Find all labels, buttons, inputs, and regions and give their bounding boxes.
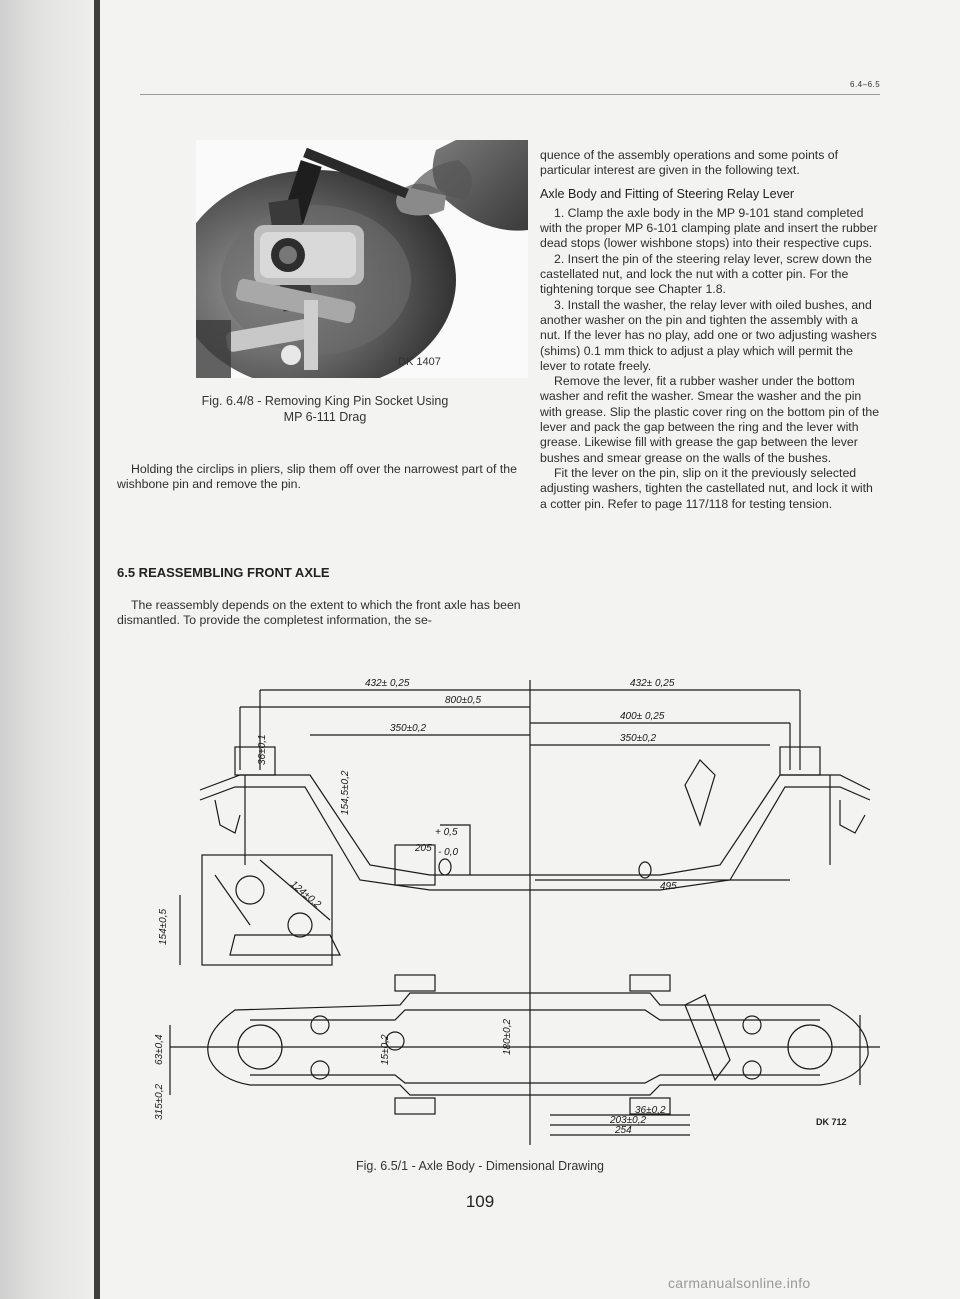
dim-36-bottom: 36±0,2: [635, 1105, 666, 1116]
section-title: 6.5 REASSEMBLING FRONT AXLE: [117, 565, 330, 580]
page-number: 109: [465, 1192, 495, 1211]
dim-205-tol-down: - 0,0: [438, 847, 459, 858]
dim-205-tol-up: + 0,5: [435, 827, 458, 838]
right-column: [540, 148, 880, 512]
dim-203: 203±0,2: [610, 1115, 647, 1126]
header-rule: [140, 94, 880, 95]
dim-154-inset: 154±0,5: [158, 908, 169, 945]
photo-id-label: DK 1407: [398, 356, 441, 368]
fig-caption-line: MP 6-111 Drag: [283, 410, 367, 424]
dim-400: 400± 0,25: [620, 711, 665, 722]
dim-124: 124±0,2: [288, 878, 323, 911]
drawing-svg: [140, 675, 900, 1145]
paragraph-fit-lever: Fit the lever on the pin, slip on it the previously selected adjusting washers, tighten the castellated nut, and lock it with a cotter pin. Refer to page 117/118 for testing tension.: [540, 465, 873, 511]
dim-315: 315±0,2: [154, 1083, 165, 1120]
dim-495: 495: [660, 881, 677, 892]
dim-350-right: 350±0,2: [620, 733, 657, 744]
dimension-labels: [154, 678, 677, 1136]
dim-205: 205: [415, 843, 432, 854]
dim-180: 180±0,2: [502, 1018, 513, 1055]
king-pin-photo: [196, 140, 528, 378]
drawing-id-label: DK 712: [816, 1117, 847, 1127]
left-column-paragraph: [117, 462, 522, 493]
photo-illustration: [196, 140, 528, 378]
section-range: 6.4–6.5: [850, 80, 881, 89]
paragraph-circlips: Holding the circlips in pliers, slip them off over the narrowest part of the wishbone pin and remove the pin.: [117, 462, 517, 492]
paragraph-continue: quence of the assembly operations and some points of particular interest are given in the following text.: [540, 148, 839, 178]
watermark: carmanualsonline.info: [668, 1275, 811, 1291]
dim-350-left: 350±0,2: [390, 723, 427, 734]
dim-36: 36±0,1: [257, 734, 268, 765]
step-3: 3. Install the washer, the relay lever with oiled bushes, and another washer on the pin and tighten the assembly with a nut. If the lever has no play, add one or two adjusting washers (shims) 0.1 mm thick to adjust a play which will permit the lever to rotate freely.: [540, 297, 877, 373]
step-2: 2. Insert the pin of the steering relay lever, screw down the castellated nut, and lock the nut with a cotter pin. For the tightening torque see Chapter 1.8.: [540, 251, 872, 297]
fig-6-5-1-caption: Fig. 6.5/1 - Axle Body - Dimensional Drawing: [355, 1159, 605, 1173]
fig-6-4-8-caption: [120, 393, 530, 425]
page-binding-shadow: [0, 0, 100, 1299]
axle-dimensional-drawing: [140, 675, 900, 1145]
binding-edge: [94, 0, 100, 1299]
dim-15: 15±0,2: [380, 1034, 391, 1065]
subheading-relay-lever: Axle Body and Fitting of Steering Relay Lever: [540, 186, 795, 201]
paragraph-reassembly: The reassembly depends on the extent to which the front axle has been dismantled. To provide the completest information, the se-: [117, 598, 521, 628]
dim-432-right: 432± 0,25: [630, 678, 675, 689]
dim-254: 254: [615, 1125, 632, 1136]
fig-caption-line: Fig. 6.4/8 - Removing King Pin Socket Using: [201, 394, 449, 408]
dim-432-left: 432± 0,25: [365, 678, 410, 689]
left-column-paragraph: [117, 598, 522, 629]
dim-800: 800±0,5: [445, 695, 482, 706]
step-1: 1. Clamp the axle body in the MP 9-101 stand completed with the proper MP 6-101 clamping plate and insert the rubber dead stops (lower wishbone stops) into their respective cups.: [540, 205, 878, 251]
dim-154-2: 154,5±0,2: [340, 770, 351, 815]
paragraph-remove-lever: Remove the lever, fit a rubber washer under the bottom washer and refit the washer. Smear the washer and the pin with grease. Slip the plastic cover ring on the bottom pin of the lever and pack the gap between the ring and the lever with grease. Likewise fill with grease the gap between the lever bushes and smear grease on the walls of the bushes.: [540, 374, 880, 465]
dim-63: 63±0,4: [154, 1034, 165, 1065]
